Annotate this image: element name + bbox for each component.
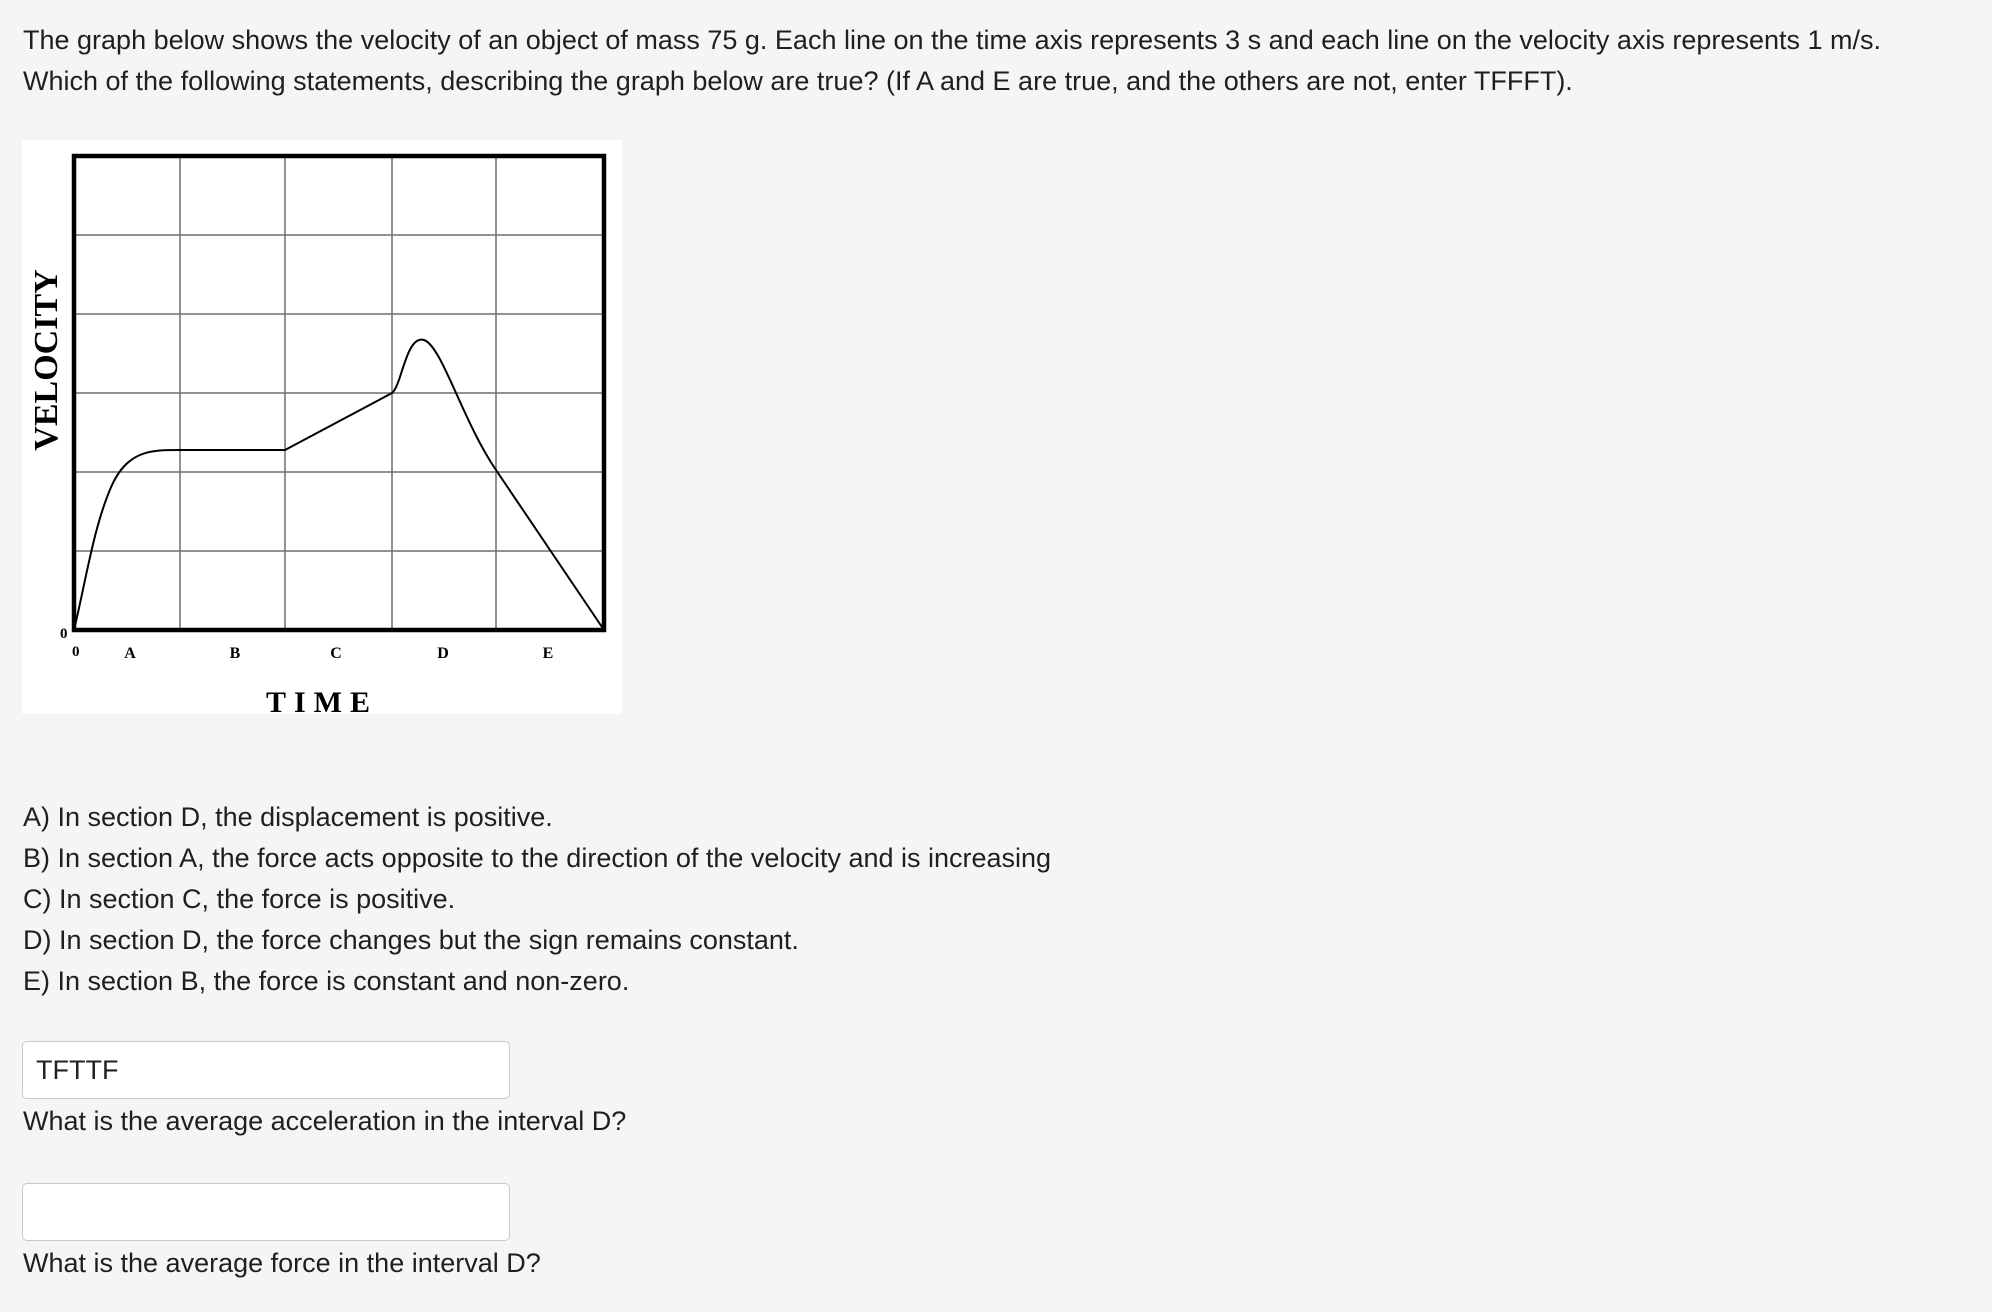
x-axis-label: TIME — [265, 686, 379, 714]
acceleration-answer-input[interactable] — [22, 1183, 510, 1241]
statement-list — [23, 797, 1051, 1002]
x-origin-label: 0 — [72, 644, 80, 660]
section-label-d: D — [437, 645, 449, 662]
true-false-answer-input[interactable] — [22, 1041, 510, 1099]
intro-line-2: Which of the following statements, describing the graph below are true? (If A and E are true, and the others are not, enter TFFFT). — [23, 66, 1573, 96]
section-label-e: E — [542, 645, 554, 662]
y-axis-label: VELOCITY — [28, 269, 65, 451]
section-label-a: A — [124, 645, 136, 662]
graph-grid — [74, 156, 604, 630]
question-intro — [23, 20, 1973, 102]
acceleration-question: What is the average acceleration in the interval D? — [23, 1106, 627, 1136]
statement-e: E) In section B, the force is constant and non-zero. — [23, 966, 630, 996]
section-label-c: C — [330, 645, 342, 662]
statement-c: C) In section C, the force is positive. — [23, 884, 456, 914]
velocity-curve — [74, 340, 604, 630]
statement-b: B) In section A, the force acts opposite to the direction of the velocity and is increasing — [23, 843, 1052, 873]
velocity-time-graph — [22, 140, 622, 714]
intro-line-1: The graph below shows the velocity of an object of mass 75 g. Each line on the time axis represents 3 s and each line on the velocity axis represents 1 m/s. — [23, 25, 1881, 55]
statement-a: A) In section D, the displacement is positive. — [23, 802, 553, 832]
section-label-b: B — [229, 645, 241, 662]
statement-d: D) In section D, the force changes but the sign remains constant. — [23, 925, 799, 955]
graph-svg — [22, 140, 622, 714]
force-question: What is the average force in the interval D? — [23, 1248, 541, 1278]
y-origin-label: 0 — [60, 626, 68, 642]
